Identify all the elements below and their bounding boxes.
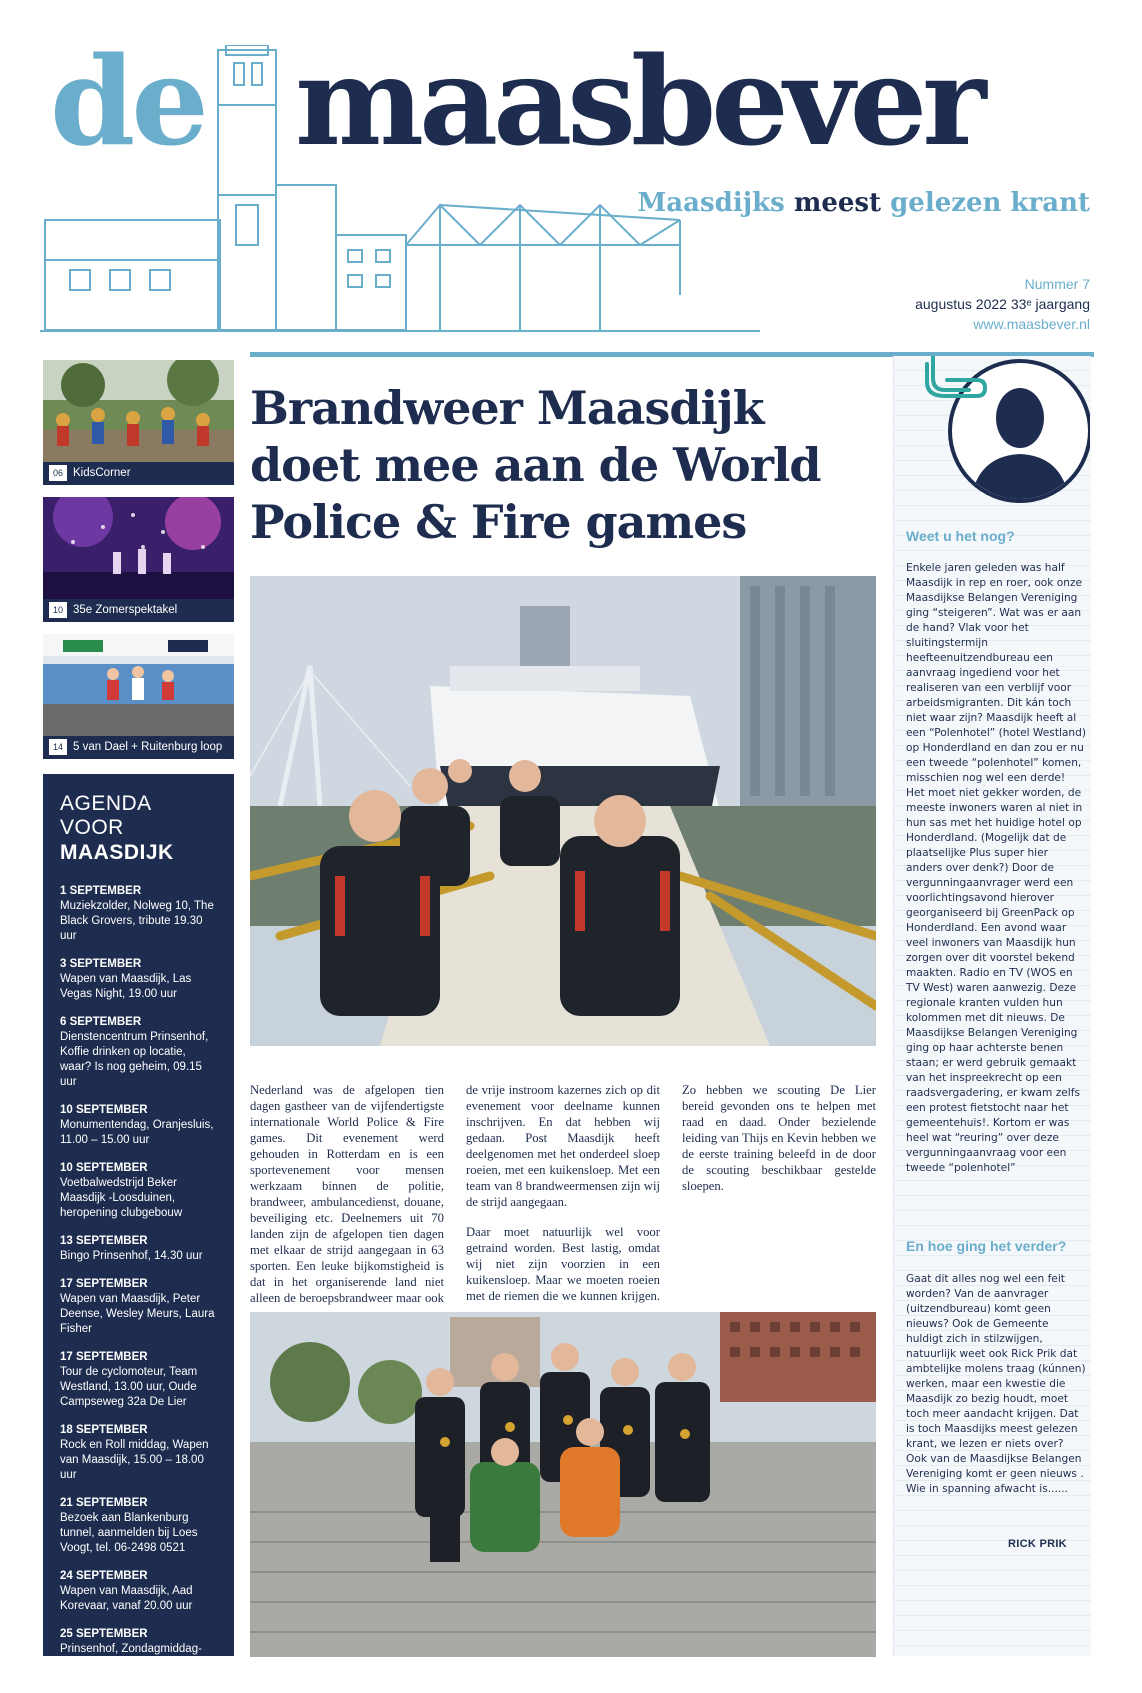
- teaser-5-van-dael[interactable]: [43, 634, 234, 759]
- agenda-item: [60, 1277, 217, 1337]
- agenda-item: [60, 1350, 217, 1410]
- agenda-date: 25 SEPTEMBER: [60, 1628, 148, 1640]
- teaser-kidscorner[interactable]: [43, 360, 234, 485]
- issue-info: [915, 274, 1090, 334]
- page-number-badge: 10: [49, 602, 67, 618]
- sidebar-heading-2: En hoe ging het verder?: [906, 1238, 1067, 1254]
- article-headline: Brandweer Maasdijk doet mee aan de World Police & Fire games: [250, 381, 821, 549]
- agenda-date: 1 SEPTEMBER: [60, 885, 142, 897]
- agenda-date: 3 SEPTEMBER: [60, 958, 142, 970]
- agenda-item: [60, 1496, 217, 1556]
- logo-de-text: de: [50, 29, 205, 173]
- agenda-date: 17 SEPTEMBER: [60, 1278, 148, 1290]
- article-paragraph: Daar moet natuurlijk wel voor getraind worden. Best lastig, omdat wij niet zijn voorzien in een kuikensloep. Maar we moeten roeien met de riemen die we kunnen krijgen. Zo hebben we scouting De Lier bereid gevonden ons te helpen met raad en daad. Onder bezielende leiding van Thijs en Kevin hebben we de eerste training beleefd in de door de scouting beschikbaar gestelde sloepen.: [466, 1083, 876, 1303]
- tagline-part2: gelezen krant: [881, 188, 1090, 218]
- logo-maasbever-text: maasbever: [295, 29, 982, 173]
- agenda-item: [60, 1627, 217, 1687]
- agenda-text: Dienstencentrum Prinsenhof, Koffie drinken op locatie, waar? Is nog geheim, 09.15 uur: [60, 1031, 209, 1088]
- agenda-text: Rock en Roll middag, Wapen van Maasdijk, 15.00 – 18.00 uur: [60, 1439, 209, 1481]
- agenda-text: Tour de cyclomoteur, Team Westland, 13.00 uur, Oude Campseweg 32a De Lier: [60, 1366, 198, 1408]
- page-number-badge: 14: [49, 739, 67, 755]
- teaser-label: KidsCorner: [73, 467, 131, 479]
- masthead: [0, 0, 1142, 340]
- agenda-date: 10 SEPTEMBER: [60, 1162, 148, 1174]
- agenda-item: [60, 1103, 217, 1148]
- agenda-date: 24 SEPTEMBER: [60, 1570, 148, 1582]
- agenda-item: [60, 957, 217, 1002]
- agenda-text: Wapen van Maasdijk, Peter Deense, Wesley Meurs, Laura Fisher: [60, 1293, 215, 1335]
- teaser-label: 35e Zomerspektakel: [73, 604, 178, 616]
- agenda-text: Voetbalwedstrijd Beker Maasdijk -Loosduinen, heropening clubgebouw: [60, 1177, 183, 1219]
- agenda-text: Wapen van Maasdijk, Aad Korevaar, vanaf 20.00 uur: [60, 1585, 193, 1612]
- agenda-item: [60, 1234, 217, 1264]
- agenda-item: [60, 1423, 217, 1483]
- sidebar-text-1: Enkele jaren geleden was half Maasdijk in rep en roer, ook onze Maasdijkse Belangen Vereniging ging “steigeren”. Wat was er aan de hand? Vlak voor het sluitingstermijn heefteenuitzendbureau een aanvraag ingediend voor het realiseren van een verblijf voor arbeidsmigranten. Dit kán toch niet waar zijn? Maasdijk heeft al een “Polenhotel” (hotel Westland) op Honderdland en dan zou er nu een tweede “polenhotel” komen, misschien nog wel een derde! Het moet niet gekker worden, de meeste inwoners waren al niet in hun sas met het huidige hotel op Honderdland. (Mogelijk dat de plaatselijke Plus super hier anders over denk?) Door de vergunningaanvrager werd een voorlichtingsavond hierover georganiseerd bij GreenPack op Honderdland. Een avond waar veel inwoners van Maasdijk hun zorgen over dit voorstel bekend maakten. Radio en TV (WOS en TV West) waren aanwezig. Deze regionale kranten vulden hun kolommen met dit nieuws. De Maasdijkse Belangen Vereniging ging op haar achterste benen staan; er werd gebruik gemaakt van het inspreekrecht op een raadsvergadering, er kwam zelfs een protest fietstocht naar het gemeentehuis!. Kortom er was heel wat “reuring” over deze vergunningaanvraag voor een tweede “polenhotel”: [906, 562, 1086, 1174]
- agenda-text: Wapen van Maasdijk, Las Vegas Night, 19.00 uur: [60, 973, 192, 1000]
- article-photo-rowing: [250, 576, 876, 1046]
- article-photo-team: [250, 1312, 876, 1657]
- teaser-label: 5 van Dael + Ruitenburg loop: [73, 741, 223, 753]
- teaser-photo: [43, 497, 234, 599]
- article-paragraph: Nederland was de afgelopen tien dagen gastheer van de vijfendertigste internationale World Police & Fire games. Dit evenement werd gehouden in Rotterdam en is een sportevenement voor mensen werkzaam binnen de politie, brandweer, ambulancedienst, douane, beveiliging etc. Deelnemers uit 70 landen zijn de afgelopen tien dagen met elkaar de strijd aangegaan in 63 sporten. Een leuke bijkomstigheid is dat in het organiserende land niet alleen de beroepsbrandweer maar ook de vrije instroom kazernes zich op dit evenement voor deelname kunnen inschrijven. En dat hebben wij gedaan. Post Maasdijk heeft deelgenomen met het onderdeel sloep roeien, met een kuikensloep. Met een team van 8 brandweermensen zijn wij de strijd aangegaan.: [250, 1083, 660, 1305]
- agenda-date: 10 SEPTEMBER: [60, 1104, 148, 1116]
- tagline-strong: meest: [793, 188, 882, 218]
- agenda-list: [60, 884, 217, 1687]
- agenda-text: Prinsenhof, Zondagmiddag-break, Bloemschikken 14.30 uur: [60, 1643, 205, 1685]
- agenda-item: [60, 1569, 217, 1614]
- teaser-zomerspektakel[interactable]: [43, 497, 234, 622]
- teaser-photo: [43, 360, 234, 462]
- sidebar-author: RICK PRIK: [1008, 1538, 1067, 1550]
- agenda-date: 6 SEPTEMBER: [60, 1016, 142, 1028]
- agenda-title-line1: AGENDA VOOR: [60, 792, 151, 839]
- website-link[interactable]: www.maasbever.nl: [973, 316, 1090, 332]
- teaser-caption: [43, 736, 234, 759]
- tagline: [638, 188, 1090, 218]
- article-body: [250, 1082, 876, 1307]
- sidebar-heading-1: Weet u het nog?: [906, 528, 1015, 544]
- agenda-text: Bezoek aan Blankenburg tunnel, aanmelden bij Loes Voogt, tel. 06-2498 0521: [60, 1512, 198, 1554]
- issue-date: augustus 2022 33ᵉ jaargang: [915, 296, 1090, 312]
- page-number-badge: 06: [49, 465, 67, 481]
- agenda-panel: [43, 774, 234, 1685]
- columnist-avatar: [925, 356, 1090, 506]
- agenda-text: Bingo Prinsenhof, 14.30 uur: [60, 1250, 203, 1262]
- agenda-item: [60, 884, 217, 944]
- tagline-part1: Maasdijks: [637, 188, 794, 218]
- agenda-date: 17 SEPTEMBER: [60, 1351, 148, 1363]
- teaser-caption: [43, 599, 234, 622]
- agenda-date: 21 SEPTEMBER: [60, 1497, 148, 1509]
- teaser-photo: [43, 634, 234, 736]
- teaser-caption: [43, 462, 234, 485]
- agenda-item: [60, 1161, 217, 1221]
- agenda-item: [60, 1015, 217, 1090]
- agenda-date: 18 SEPTEMBER: [60, 1424, 148, 1436]
- agenda-text: Monumentendag, Oranjesluis, 11.00 – 15.00 uur: [60, 1119, 214, 1146]
- sidebar-text-2: Gaat dit alles nog wel een feit worden? Van de aanvrager (uitzendbureau) komt geen nieuws? Ook de Gemeente huldigt zich in stilzwijgen, natuurlijk weet ook Rick Prik dat ambtelijke molens traag (kúnnen) werken, maar een kwestie die Maasdijk zo bezig houdt, moet toch meer aandacht krijgen. Dat is toch Maasdijks meest gelezen krant, we lezen er niets over? Ook van de Maasdijkse Belangen Vereniging komt er geen nieuws . Wie in spanning afwacht is......: [906, 1273, 1086, 1495]
- agenda-text: Muziekzolder, Nolweg 10, The Black Grovers, tribute 19.30 uur: [60, 900, 214, 942]
- agenda-title-line2: MAASDIJK: [60, 841, 174, 864]
- agenda-date: 13 SEPTEMBER: [60, 1235, 148, 1247]
- issue-number: Nummer 7: [1024, 276, 1090, 292]
